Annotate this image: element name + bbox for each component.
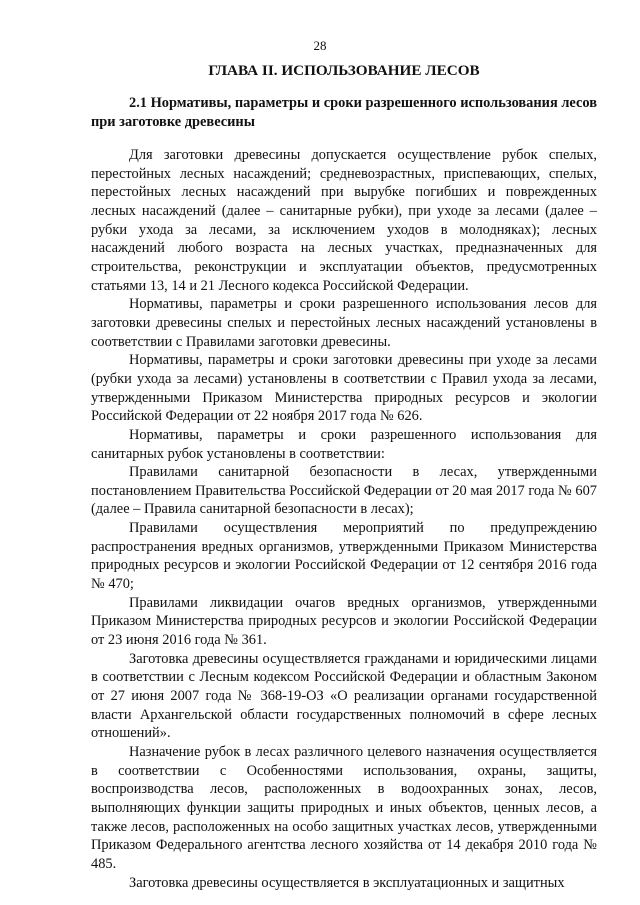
paragraph-harvesting-continued: Заготовка древесины осуществляется в эксплуатационных и защитных <box>129 874 565 891</box>
section-title: 2.1 Нормативы, параметры и сроки разрешенного использования лесов при заготовке древесины <box>91 95 597 130</box>
paragraph-sanitary-rules: Правилами санитарной безопасности в лесах, утвержденными постановлением Правительства Российской Федерации от 20 мая 2017 года № 607 (далее – Правила санитарной безопасности в лесах); <box>91 464 597 518</box>
chapter-title: ГЛАВА II. ИСПОЛЬЗОВАНИЕ ЛЕСОВ <box>208 62 480 79</box>
paragraph-pest-prevention: Правилами осуществления мероприятий по предупреждению распространения вредных организмов, утвержденными Приказом Министерства природных ресурсов и экологии Российской Федерации от 12 сентября 2016 года № 470; <box>91 520 597 593</box>
paragraph-pest-elimination: Правилами ликвидации очагов вредных организмов, утвержденными Приказом Министерства природных ресурсов и экологии Российской Федерации от 23 июня 2016 года № 361. <box>91 594 597 649</box>
paragraph-forest-care: Нормативы, параметры и сроки заготовки древесины при уходе за лесами (рубки ухода за лесами) установлены в соответствии с Правил ухода за лесами, утвержденными Приказом Министерства природных ресурсов и экологии Российской Федерации от 22 ноября 2017 года № 626. <box>91 352 597 425</box>
paragraph-mature-stands: Нормативы, параметры и сроки разрешенного использования лесов для заготовки древесины спелых и перестойных лесных насаждений установлены в соответствии с Правилами заготовки древесины. <box>91 296 597 350</box>
paragraph-logging-types: Для заготовки древесины допускается осуществление рубок спелых, перестойных лесных насаждений; средневозрастных, приспевающих, спелых, перестойных лесных насаждений при вырубке погибших и поврежденных лесных насаждений (далее – санитарные рубки), при уходе за лесами (далее – рубки ухода за лесами, за исключением уходов в молодняках); лесных насаждений любого возраста на лесных участках, предназначенных для строительства, реконструкции и эксплуатации объектов, предусмотренных статьями 13, 14 и 21 Лесного кодекса Российской Федерации. <box>91 147 597 294</box>
page-number: 28 <box>313 38 327 53</box>
paragraph-felling-assignment: Назначение рубок в лесах различного целевого назначения осуществляется в соответствии с Особенностями использования, охраны, защиты, воспроизводства лесов, расположенных в водоохранных зонах, лесов, выполняющих функции защиты природных и иных объектов, ценных лесов, а также лесов, расположенных на особо защитных участках лесов, утвержденными Приказом Федерального агентства лесного хозяйства от 14 декабря 2010 года № 485. <box>91 744 597 872</box>
paragraph-sanitary-intro: Нормативы, параметры и сроки разрешенного использования для санитарных рубок установлены в соответствии: <box>91 426 597 462</box>
paragraph-harvesting-law: Заготовка древесины осуществляется гражданами и юридическими лицами в соответствии с Лесным кодексом Российской Федерации и областным Законом от 27 июня 2007 года № 368-19-ОЗ «О реализации органами государственной власти Архангельской области государственных полномочий в сфере лесных отношений». <box>91 650 597 742</box>
body-text <box>91 146 597 892</box>
